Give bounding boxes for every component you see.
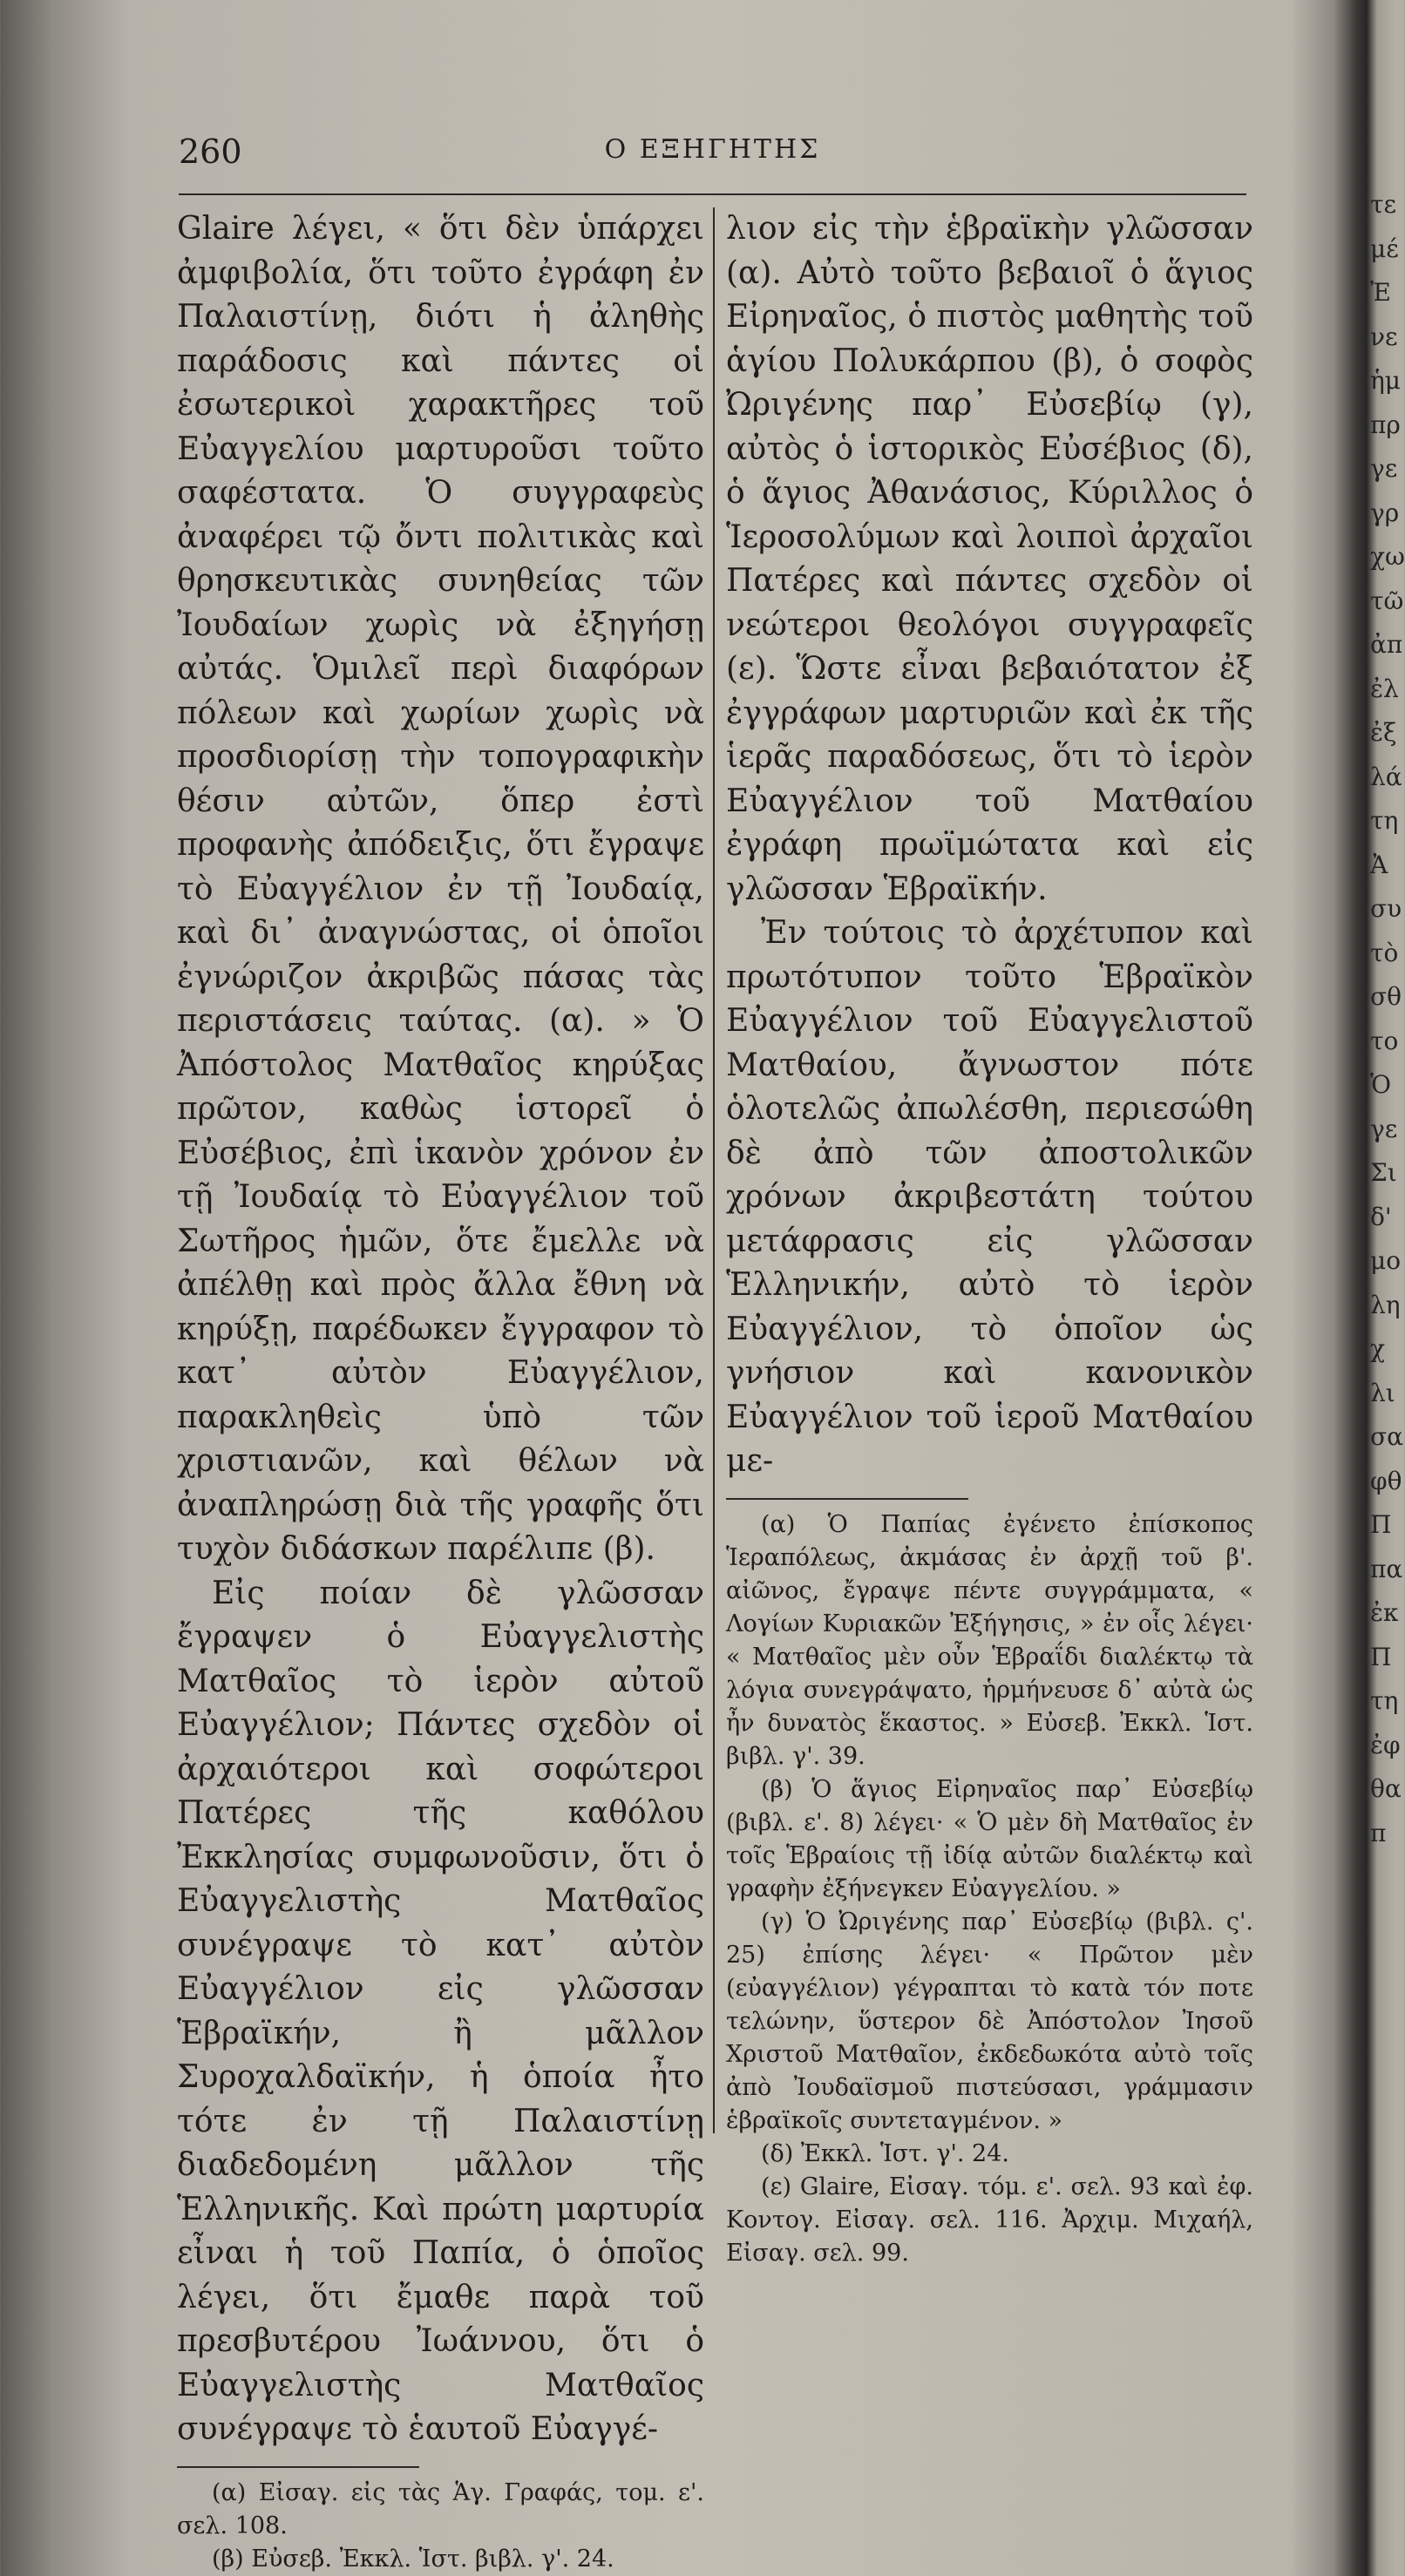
facing-page-fragment: λι (1370, 1378, 1395, 1407)
facing-page-fragment: μέ (1370, 234, 1399, 263)
facing-page-fragment: σα (1370, 1422, 1404, 1451)
right-paragraph-2: Ἐν τούτοις τὸ ἀρχέτυπον καὶ πρωτότυπον τοῦτο Ἑβραϊκὸν Εὐαγγέλιον τοῦ Εὐαγγελιστοῦ Ματθαίου, ἄγνωστον πότε ὁλοτελῶς ἀπωλέσθη, περιεσώθη δὲ ἀπὸ τῶν ἀποστολικῶν χρόνων ἀκριβεστάτη τούτου μετάφρασις εἰς γλῶσσαν Ἑλληνικήν, αὐτὸ τὸ ἱερὸν Εὐαγγέλιον, τὸ ὁποῖον ὡς γνήσιον καὶ κανονικὸν Εὐαγγέλιον τοῦ ἱεροῦ Ματθαίου με- (726, 915, 1253, 1479)
facing-page-fragment: τὸ (1370, 938, 1399, 967)
facing-page-fragment: ἡμ (1370, 366, 1401, 395)
facing-page-fragment: λά (1370, 762, 1402, 791)
right-paragraph-1: λιον εἰς τὴν ἑβραϊκὴν γλῶσσαν (α). Αὐτὸ τοῦτο βεβαιοῖ ὁ ἅγιος Εἰρηναῖος, ὁ πιστὸς μαθητὴς τοῦ ἁγίου Πολυκάρπου (β), ὁ σοφὸς Ὠριγένης παρ᾽ Εὐσεβίῳ (γ), αὐτὸς ὁ ἱστορικὸς Εὐσέβιος (δ), ὁ ἅγιος Ἀθανάσιος, Κύριλλος ὁ Ἱεροσολύμων καὶ λοιποὶ ἀρχαῖοι Πατέρες καὶ πάντες σχεδὸν οἱ νεώτεροι θεολόγοι συγγραφεῖς (ε). Ὥστε εἶναι βεβαιότατον ἐξ ἐγγράφων μαρτυριῶν καὶ ἐκ τῆς ἱερᾶς παραδόσεως, ὅτι τὸ ἱερὸν Εὐαγγέλιον τοῦ Ματθαίου ἐγράφη πρωϊμώτατα καὶ εἰς γλῶσσαν Ἑβραϊκήν. (726, 211, 1253, 907)
facing-page-fragment: ἀπ (1370, 630, 1403, 659)
facing-page-fragment: Ὁ (1370, 1070, 1392, 1099)
facing-page-fragment: ἐλ (1370, 674, 1399, 703)
facing-page-fragment: ἐφ (1370, 1730, 1401, 1759)
left-paragraph-2: Εἰς ποίαν δὲ γλῶσσαν ἔγραψεν ὁ Εὐαγγελιστὴς Ματθαῖος τὸ ἱερὸν αὐτοῦ Εὐαγγέλιον; Πάντες σχεδὸν οἱ ἀρχαιότεροι καὶ σοφώτεροι Πατέρες τῆς καθόλου Ἐκκλησίας συμφωνοῦσιν, ὅτι ὁ Εὐαγγελιστὴς Ματθαῖος συνέγραψε τὸ κατ᾽ αὐτὸν Εὐαγγέλιον εἰς γλῶσσαν Ἑβραϊκήν, ἢ μᾶλλον Συροχαλδαϊκήν, ἡ ὁποία ἦτο τότε ἐν τῇ Παλαιστίνῃ διαδεδομένη μᾶλλον τῆς Ἑλληνικῆς. Καὶ πρώτη μαρτυρία εἶναι ἡ τοῦ Παπία, ὁ ὁποῖος λέγει, ὅτι ἔμαθε παρὰ τοῦ πρεσβυτέρου Ἰωάννου, ὅτι ὁ Εὐαγγελιστὴς Ματθαῖος συνέγραψε τὸ ἑαυτοῦ Εὐαγγέ- (177, 1575, 704, 2447)
facing-page-fragment: Π (1370, 1510, 1392, 1539)
page-header (179, 132, 1246, 176)
facing-page-fragment: χ (1370, 1334, 1385, 1363)
facing-page-fragment: φθ (1370, 1466, 1402, 1495)
right-footnote-g: (γ) Ὁ Ὠριγένης παρ᾽ Εὐσεβίῳ (βιβλ. ς'. 25) ἐπίσης λέγει· « Πρῶτον μὲν (εὐαγγέλιον) γέγραπται τὸ κατὰ τόν ποτε τελώνην, ὕστερον δὲ Ἀπόστολον Ἰησοῦ Χριστοῦ Ματθαῖον, ἐκδεδωκότα αὐτὸ τοῖς ἀπὸ Ἰουδαϊσμοῦ πιστεύσασι, γράμμασιν ἑβραϊκοῖς συντεταγμένον. » (726, 1908, 1253, 2134)
facing-page-fragments (1370, 183, 1405, 1855)
facing-page-fragment: γε (1370, 454, 1398, 483)
facing-page-fragment: μο (1370, 1246, 1402, 1275)
facing-page-fragment: τη (1370, 806, 1399, 835)
facing-page-fragment: το (1370, 1026, 1399, 1055)
facing-page-fragment: γρ (1370, 498, 1400, 527)
facing-page-fragment: νε (1370, 322, 1398, 351)
page-number: 260 (179, 132, 242, 171)
facing-page-fragment: πα (1370, 1554, 1403, 1583)
left-paragraph-1: Glaire λέγει, « ὅτι δὲν ὑπάρχει ἀμφιβολία, ὅτι τοῦτο ἐγράφη ἐν Παλαιστίνῃ, διότι ἡ ἀληθὴς παράδοσις καὶ πάντες οἱ ἐσωτερικοὶ χαρακτῆρες τοῦ Εὐαγγελίου μαρτυροῦσι τοῦτο σαφέστατα. Ὁ συγγραφεὺς ἀναφέρει τῷ ὄντι πολιτικὰς καὶ θρησκευτικὰς συνηθείας τῶν Ἰουδαίων χωρὶς νὰ ἐξηγήσῃ αὐτάς. Ὁμιλεῖ περὶ διαφόρων πόλεων καὶ χωρίων χωρὶς νὰ προσδιορίσῃ τὴν τοπογραφικὴν θέσιν αὐτῶν, ὅπερ ἐστὶ προφανὴς ἀπόδειξις, ὅτι ἔγραψε τὸ Εὐαγγέλιον ἐν τῇ Ἰουδαίᾳ, καὶ δι᾽ ἀναγνώστας, οἱ ὁποῖοι ἐγνώριζον ἀκριβῶς πάσας τὰς περιστάσεις ταύτας. (α). » Ὁ Ἀπόστολος Ματθαῖος κηρύξας πρῶτον, καθὼς ἱστορεῖ ὁ Εὐσέβιος, ἐπὶ ἱκανὸν χρόνον ἐν τῇ Ἰουδαίᾳ τὸ Εὐαγγέλιον τοῦ Σωτῆρος ἡμῶν, ὅτε ἔμελλε νὰ ἀπέλθῃ καὶ πρὸς ἄλλα ἔθνη νὰ κηρύξῃ, παρέδωκεν ἔγγραφον τὸ κατ᾽ αὐτὸν Εὐαγγέλιον, παρακληθεὶς ὑπὸ τῶν χριστιανῶν, καὶ θέλων νὰ ἀναπληρώσῃ διὰ τῆς γραφῆς ὅτι τυχὸν διδάσκων παρέλιπε (β). (177, 211, 704, 1567)
right-footnote-a: (α) Ὁ Παπίας ἐγένετο ἐπίσκοπος Ἱεραπόλεως, ἀκμάσας ἐν ἀρχῇ τοῦ β'. αἰῶνος, ἔγραψε πέντε συγγράμματα, « Λογίων Κυριακῶν Ἐξήγησις, » ἐν οἷς λέγει· « Ματθαῖος μὲν οὖν Ἑβραΐδι διαλέκτῳ τὰ λόγια συνεγράψατο, ἡρμήνευσε δ᾽ αὐτὰ ὡς ἦν δυνατὸς ἕκαστος. » Εὐσεβ. Ἐκκλ. Ἱστ. βιβλ. γ'. 39. (726, 1510, 1253, 1770)
column-divider (713, 207, 715, 2133)
left-footnote-a: (α) Εἰσαγ. εἰς τὰς Ἁγ. Γραφάς, τομ. ε'. σελ. 108. (177, 2478, 704, 2539)
facing-page-fragment: δ' (1370, 1202, 1392, 1231)
left-footnote-b: (β) Εὐσεβ. Ἐκκλ. Ἱστ. βιβλ. γ'. 24. (212, 2545, 614, 2573)
facing-page-fragment: συ (1370, 894, 1402, 923)
facing-page-fragment: π (1370, 1818, 1387, 1847)
right-footnote-d: (δ) Ἐκκλ. Ἱστ. γ'. 24. (761, 2139, 1009, 2167)
facing-page-fragment: χω (1370, 542, 1405, 571)
facing-page-fragment: λη (1370, 1290, 1401, 1319)
header-rule (179, 193, 1246, 195)
facing-page-fragment: πρ (1370, 410, 1401, 439)
facing-page-fragment: θα (1370, 1774, 1402, 1803)
facing-page-fragment: γε (1370, 1114, 1398, 1143)
right-footnote-rule (726, 1498, 968, 1500)
facing-page-fragment: ἐξ (1370, 718, 1397, 747)
facing-page-fragment: ἐκ (1370, 1598, 1399, 1627)
facing-page-fragment: Π (1370, 1642, 1392, 1671)
facing-page-fragment: Ἐ (1370, 278, 1391, 307)
right-footnote-e: (ε) Glaire, Εἰσαγ. τόμ. ε'. σελ. 93 καὶ ἐφ. Κοντογ. Εἰσαγ. σελ. 116. Ἀρχιμ. Μιχαήλ, Εἰσαγ. σελ. 99. (726, 2173, 1253, 2267)
facing-page-fragment: Ἀ (1370, 850, 1388, 879)
left-footnote-rule (177, 2466, 419, 2468)
facing-page-fragment: σθ (1370, 982, 1402, 1011)
facing-page-fragment: τη (1370, 1686, 1399, 1715)
facing-page-fragment: Σι (1370, 1158, 1397, 1187)
left-column (177, 207, 704, 2576)
right-footnote-b: (β) Ὁ ἅγιος Εἰρηναῖος παρ᾽ Εὐσεβίῳ (βιβλ. ε'. 8) λέγει· « Ὁ μὲν δὴ Ματθαῖος ἐν τοῖς Ἑβραίοις τῇ ἰδίᾳ αὐτῶν διαλέκτῳ καὶ γραφὴν ἐξήνεγκεν Εὐαγγελίου. » (726, 1775, 1253, 1902)
facing-page-fragment: τε (1370, 190, 1396, 219)
right-column (726, 207, 1253, 2270)
facing-page-fragment: τῶ (1370, 586, 1404, 615)
running-title: Ο ΕΞΗΓΗΤΗΣ (604, 134, 821, 165)
